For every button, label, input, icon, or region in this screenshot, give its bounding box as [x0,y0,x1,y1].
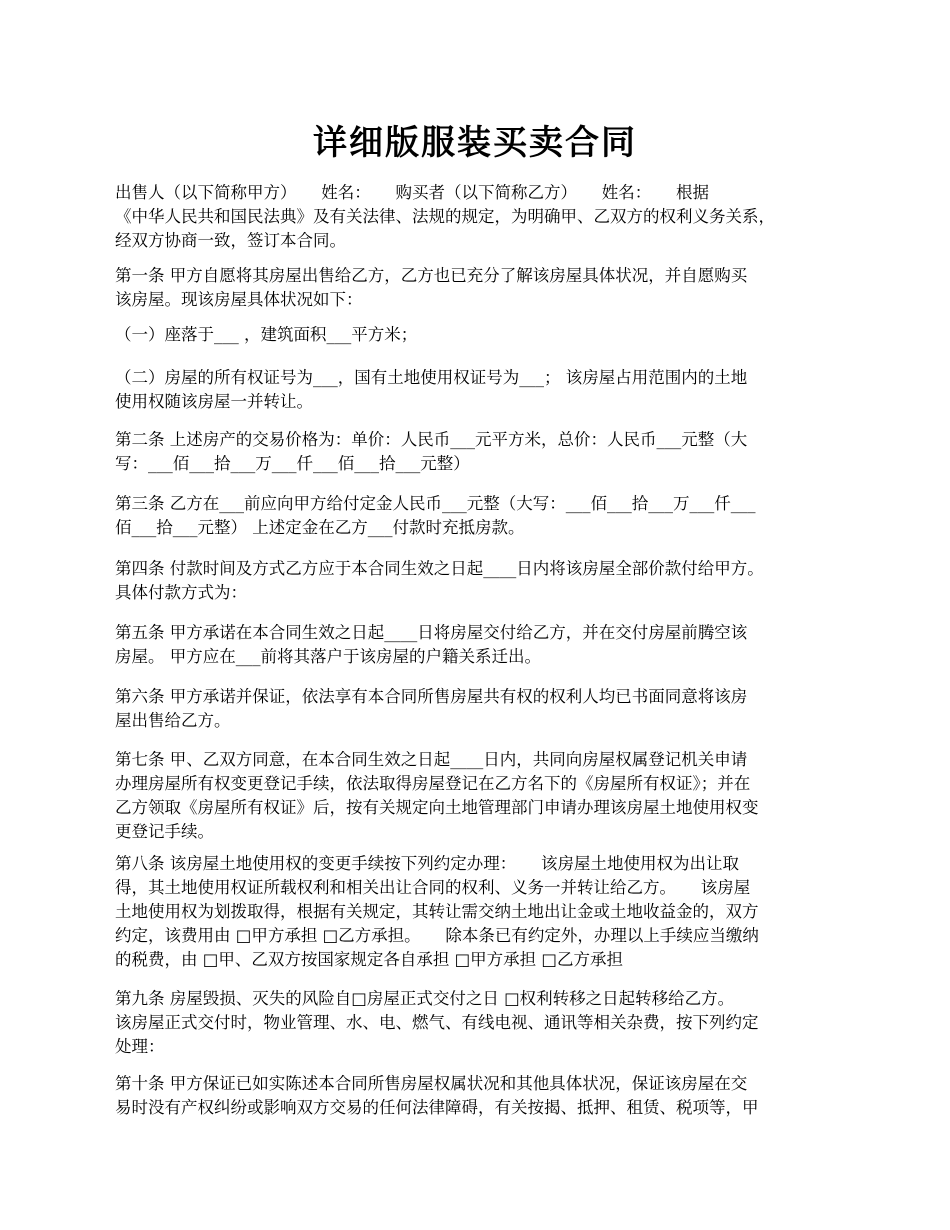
text-line: 得，其土地使用权证所载权利和相关出让合同的权利、义务一并转让给乙方。 该房屋 [115,878,751,897]
text-line: 易时没有产权纠纷或影响双方交易的任何法律障碍，有关按揭、抵押、租赁、税项等，甲 [115,1098,759,1117]
text-line: 土地使用权为划拨取得，根据有关规定，其转让需交纳土地出让金或土地收益金的，双方 [115,902,759,921]
text-line: 第七条 甲、乙双方同意，在本合同生效之日起____日内，共同向房屋权属登记机关申请 [115,750,748,769]
article-4-paragraph [115,557,850,605]
text-line: 使用权随该房屋一并转让。 [115,392,313,411]
item-2-paragraph [115,366,850,414]
article-9-paragraph [115,987,850,1059]
article-6-paragraph [115,685,850,733]
text-line: 第十条 甲方保证已如实陈述本合同所售房屋权属状况和其他具体状况，保证该房屋在交 [115,1074,748,1093]
text-line: 第九条 房屋毁损、灭失的风险自□房屋正式交付之日 □权利转移之日起转移给乙方。 [115,989,735,1008]
text-line: 约定，该费用由 □甲方承担 □乙方承担。 除本条已有约定外，办理以上手续应当缴纳 [115,926,759,945]
article-5-paragraph [115,621,850,669]
text-line: 出售人（以下简称甲方） 姓名： 购买者（以下简称乙方） 姓名： 根据 [115,183,709,202]
article-8-paragraph [115,852,850,972]
text-line: （二）房屋的所有权证号为___，国有土地使用权证号为___； 该房屋占用范围内的土地 [115,368,748,387]
article-3-paragraph [115,492,850,540]
text-line: 屋出售给乙方。 [115,711,231,730]
document-title: 详细版服装买卖合同 [313,123,637,163]
text-line: 第八条 该房屋土地使用权的变更手续按下列约定办理： 该房屋土地使用权为出让取 [115,854,739,873]
text-line: 第六条 甲方承诺并保证，依法享有本合同所售房屋共有权的权利人均已书面同意将该房 [115,687,748,706]
text-line: 写：___佰___拾___万___仟___佰___拾___元整） [115,454,470,473]
text-line: 的税费，由 □甲、乙双方按国家规定各自承担 □甲方承担 □乙方承担 [115,950,624,969]
text-line: 更登记手续。 [115,822,214,841]
article-10-paragraph [115,1072,850,1120]
article-2-paragraph [115,428,850,476]
text-line: 处理： [115,1037,165,1056]
preamble-paragraph [115,181,850,253]
text-line: 《中华人民共和国民法典》及有关法律、法规的规定，为明确甲、乙双方的权利义务关系， [115,207,775,226]
text-line: 第三条 乙方在___前应向甲方给付定金人民币___元整（大写：___佰___拾___万___仟___ [115,494,756,513]
text-line: 第一条 甲方自愿将其房屋出售给乙方，乙方也已充分了解该房屋具体状况，并自愿购买 [115,266,748,285]
text-line: （一）座落于___ ，建筑面积___平方米； [115,325,418,344]
text-line: 该房屋。现该房屋具体状况如下： [115,290,363,309]
article-7-paragraph [115,748,850,844]
text-line: 办理房屋所有权变更登记手续，依法取得房屋登记在乙方名下的《房屋所有权证》；并在 [115,774,751,793]
text-line: 乙方领取《房屋所有权证》后，按有关规定向土地管理部门申请办理该房屋土地使用权变 [115,798,759,817]
text-line: 房屋。 甲方应在___前将其落户于该房屋的户籍关系迁出。 [115,647,541,666]
text-line: 第四条 付款时间及方式乙方应于本合同生效之日起____日内将该房屋全部价款付给甲方。 [115,559,764,578]
text-line: 佰___拾___元整） 上述定金在乙方___付款时充抵房款。 [115,518,525,537]
text-line: 具体付款方式为： [115,583,247,602]
text-line: 经双方协商一致，签订本合同。 [115,231,346,250]
article-1-paragraph [115,264,850,312]
text-line: 第二条 上述房产的交易价格为：单价：人民币___元平方米，总价：人民币___元整（大 [115,430,748,449]
item-1-paragraph [115,323,850,347]
text-line: 该房屋正式交付时，物业管理、水、电、燃气、有线电视、通讯等相关杂费，按下列约定 [115,1013,759,1032]
text-line: 第五条 甲方承诺在本合同生效之日起____日将房屋交付给乙方，并在交付房屋前腾空该 [115,623,748,642]
